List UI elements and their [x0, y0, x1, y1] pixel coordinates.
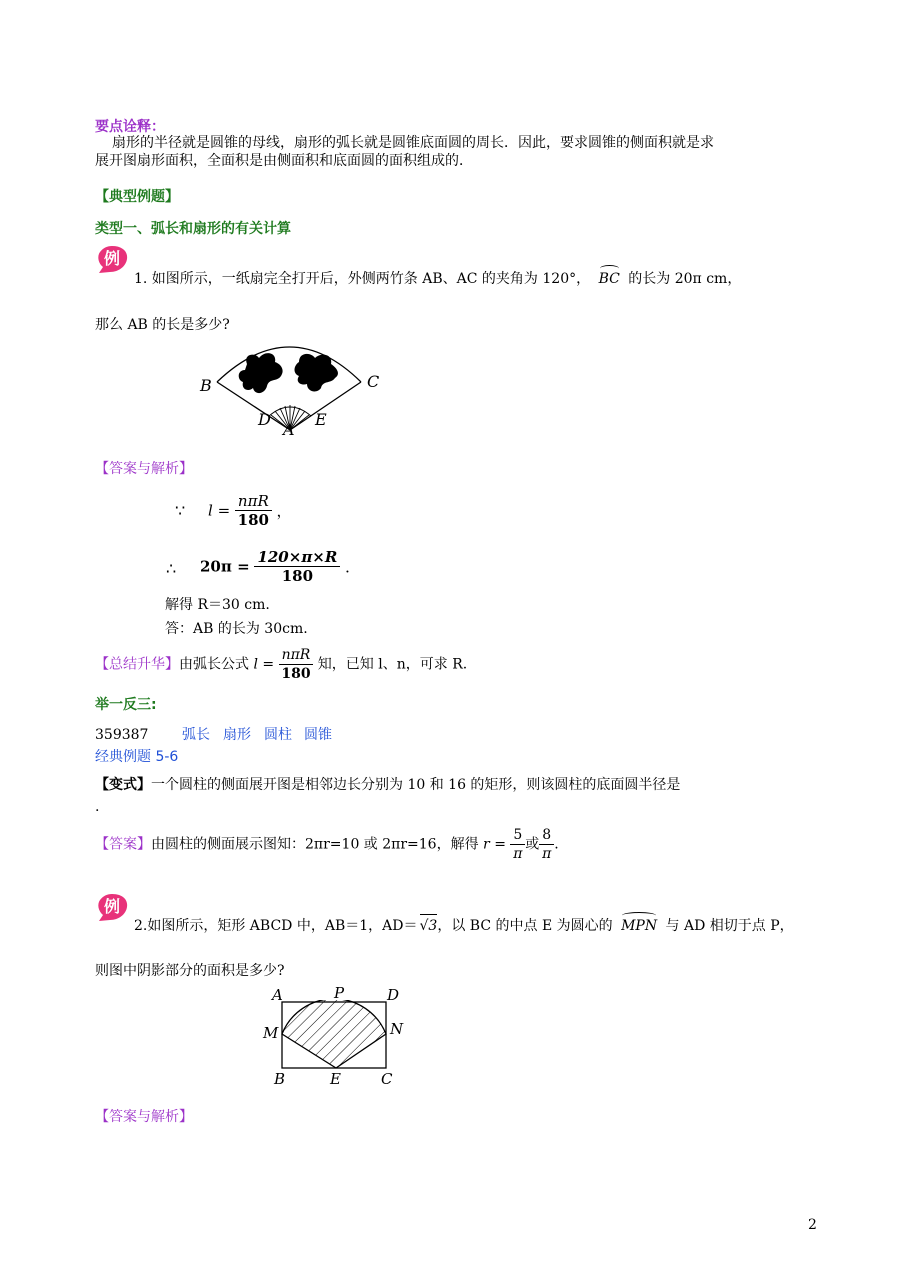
because-symbol: ∵ — [175, 501, 186, 520]
eq2-numerator: 120×π×R — [254, 548, 340, 567]
summary-numerator: nπR — [279, 646, 314, 665]
rect-label-p: P — [334, 984, 345, 1002]
video-title[interactable]: 经典例题 5-6 — [95, 749, 179, 765]
frac1-numerator: 5 — [510, 826, 525, 845]
variant-answer-lhs: r = — [483, 836, 506, 853]
key-points-line2: 展开图扇形面积，全面积是由侧面积和底面圆的面积组成的． — [95, 153, 473, 169]
summary-fraction — [279, 646, 314, 683]
variant-answer-text: 由圆柱的侧面展示图知：2πr=10 或 2πr=16，解得 — [151, 836, 479, 853]
example-badge-1 — [95, 244, 129, 274]
type1-heading: 类型一、弧长和扇形的有关计算 — [95, 221, 291, 237]
eq2-denominator: 180 — [281, 567, 314, 585]
fan-label-d: D — [258, 410, 271, 429]
video-id: 359387 — [95, 727, 149, 743]
ex1-text-b: 的长为 20π cm， — [628, 271, 742, 287]
eq1-fraction — [235, 492, 272, 529]
video-tag-sector[interactable]: 扇形 — [223, 727, 251, 743]
fan-figure — [195, 338, 395, 440]
fan-label-b: B — [200, 376, 212, 395]
sol1-eq2 — [200, 548, 360, 585]
sol1-eq1 — [208, 492, 292, 529]
eq1-lhs: l = — [208, 501, 231, 520]
rect-label-m: M — [263, 1024, 279, 1042]
ex2-sqrt-value: 3 — [428, 918, 438, 934]
variant-text: 一个圆柱的侧面展开图是相邻边长分别为 10 和 16 的矩形，则该圆柱的底面圆半径是 — [151, 777, 681, 793]
variant-answer-frac1 — [510, 826, 525, 863]
summary-lhs: l = — [253, 656, 275, 673]
summary-denominator: 180 — [281, 666, 311, 682]
video-tag-cylinder[interactable]: 圆柱 — [264, 727, 292, 743]
typical-examples-heading: 【典型例题】 — [95, 189, 179, 205]
ex2-text-b: ，以 BC 的中点 E 为圆心的 — [437, 918, 613, 934]
variant-line — [95, 774, 680, 796]
sol1-solve: 解得 R＝30 cm. — [165, 597, 270, 613]
rect-label-d: D — [387, 986, 400, 1004]
eq1-comma: ， — [276, 502, 292, 520]
ex2-text-c: 与 AD 相切于点 P， — [665, 918, 794, 934]
example-badge-2 — [95, 892, 129, 922]
answer-heading-1: 【答案与解析】 — [95, 461, 193, 477]
frac2-denominator: π — [542, 846, 552, 862]
eq2-lhs: 20π = — [200, 557, 250, 576]
fan-label-a: A — [283, 420, 295, 439]
sol1-answer: 答：AB 的长为 30cm. — [165, 621, 308, 637]
page-number: 2 — [808, 1217, 817, 1233]
rect-label-a: A — [272, 986, 283, 1004]
ex2-sqrt: √3 — [420, 914, 438, 937]
eq2-period: ． — [345, 558, 361, 576]
summary-text-a: 由弧长公式 — [179, 656, 249, 673]
ex1-text-a: 1. 如图所示，一纸扇完全打开后，外侧两竹条 AB、AC 的夹角为 120°， — [134, 271, 591, 287]
fan-label-e: E — [315, 410, 327, 429]
ex1-question-line1 — [134, 268, 741, 290]
eq2-fraction — [254, 548, 340, 585]
variant-answer-end: . — [554, 836, 559, 853]
rectangle-figure — [280, 1000, 390, 1072]
ex2-question-line1 — [134, 914, 794, 937]
summary-label: 【总结升华】 — [95, 656, 179, 673]
rect-label-b: B — [274, 1070, 286, 1088]
variant-answer-label: 【答案】 — [95, 836, 151, 853]
eq1-denominator: 180 — [237, 511, 269, 529]
ex2-text-a: 2.如图所示，矩形 ABCD 中，AB＝1，AD＝ — [134, 918, 418, 934]
frac1-denominator: π — [513, 846, 523, 862]
ex2-question-line2: 则图中阴影部分的面积是多少? — [95, 963, 285, 979]
ex2-arc-label: MPN — [621, 915, 657, 937]
summary-text-b: 知，已知 l、n，可求 R. — [317, 656, 468, 673]
rect-label-c: C — [381, 1070, 393, 1088]
fan-label-c: C — [367, 372, 380, 391]
video-tag-arc-length[interactable]: 弧长 — [182, 727, 210, 743]
key-points-line1: 扇形的半径就是圆锥的母线，扇形的弧长就是圆锥底面圆的周长．因此，要求圆锥的侧面积就是求 — [112, 135, 714, 151]
variant-answer-line — [95, 826, 559, 863]
variant-cont: . — [95, 799, 100, 815]
rect-label-e: E — [330, 1070, 341, 1088]
video-tag-cone[interactable]: 圆锥 — [304, 727, 332, 743]
juyi-heading: 举一反三: — [95, 697, 157, 713]
rect-label-n: N — [390, 1020, 404, 1038]
answer-heading-2: 【答案与解析】 — [95, 1109, 193, 1125]
therefore-symbol: ∴ — [166, 559, 177, 578]
ex1-question-line2: 那么 AB 的长是多少? — [95, 317, 230, 333]
eq1-numerator: nπR — [235, 492, 272, 511]
variant-answer-frac2 — [539, 826, 554, 863]
frac2-numerator: 8 — [539, 826, 554, 845]
key-points-heading: 要点诠释： — [95, 119, 165, 135]
summary-line — [95, 646, 467, 683]
example-badge-text: 例 — [103, 249, 120, 268]
variant-label: 【变式】 — [95, 777, 151, 793]
variant-answer-or: 或 — [525, 836, 540, 853]
ex1-arc-label: BC — [599, 268, 620, 290]
example-badge-text-2: 例 — [103, 897, 120, 916]
